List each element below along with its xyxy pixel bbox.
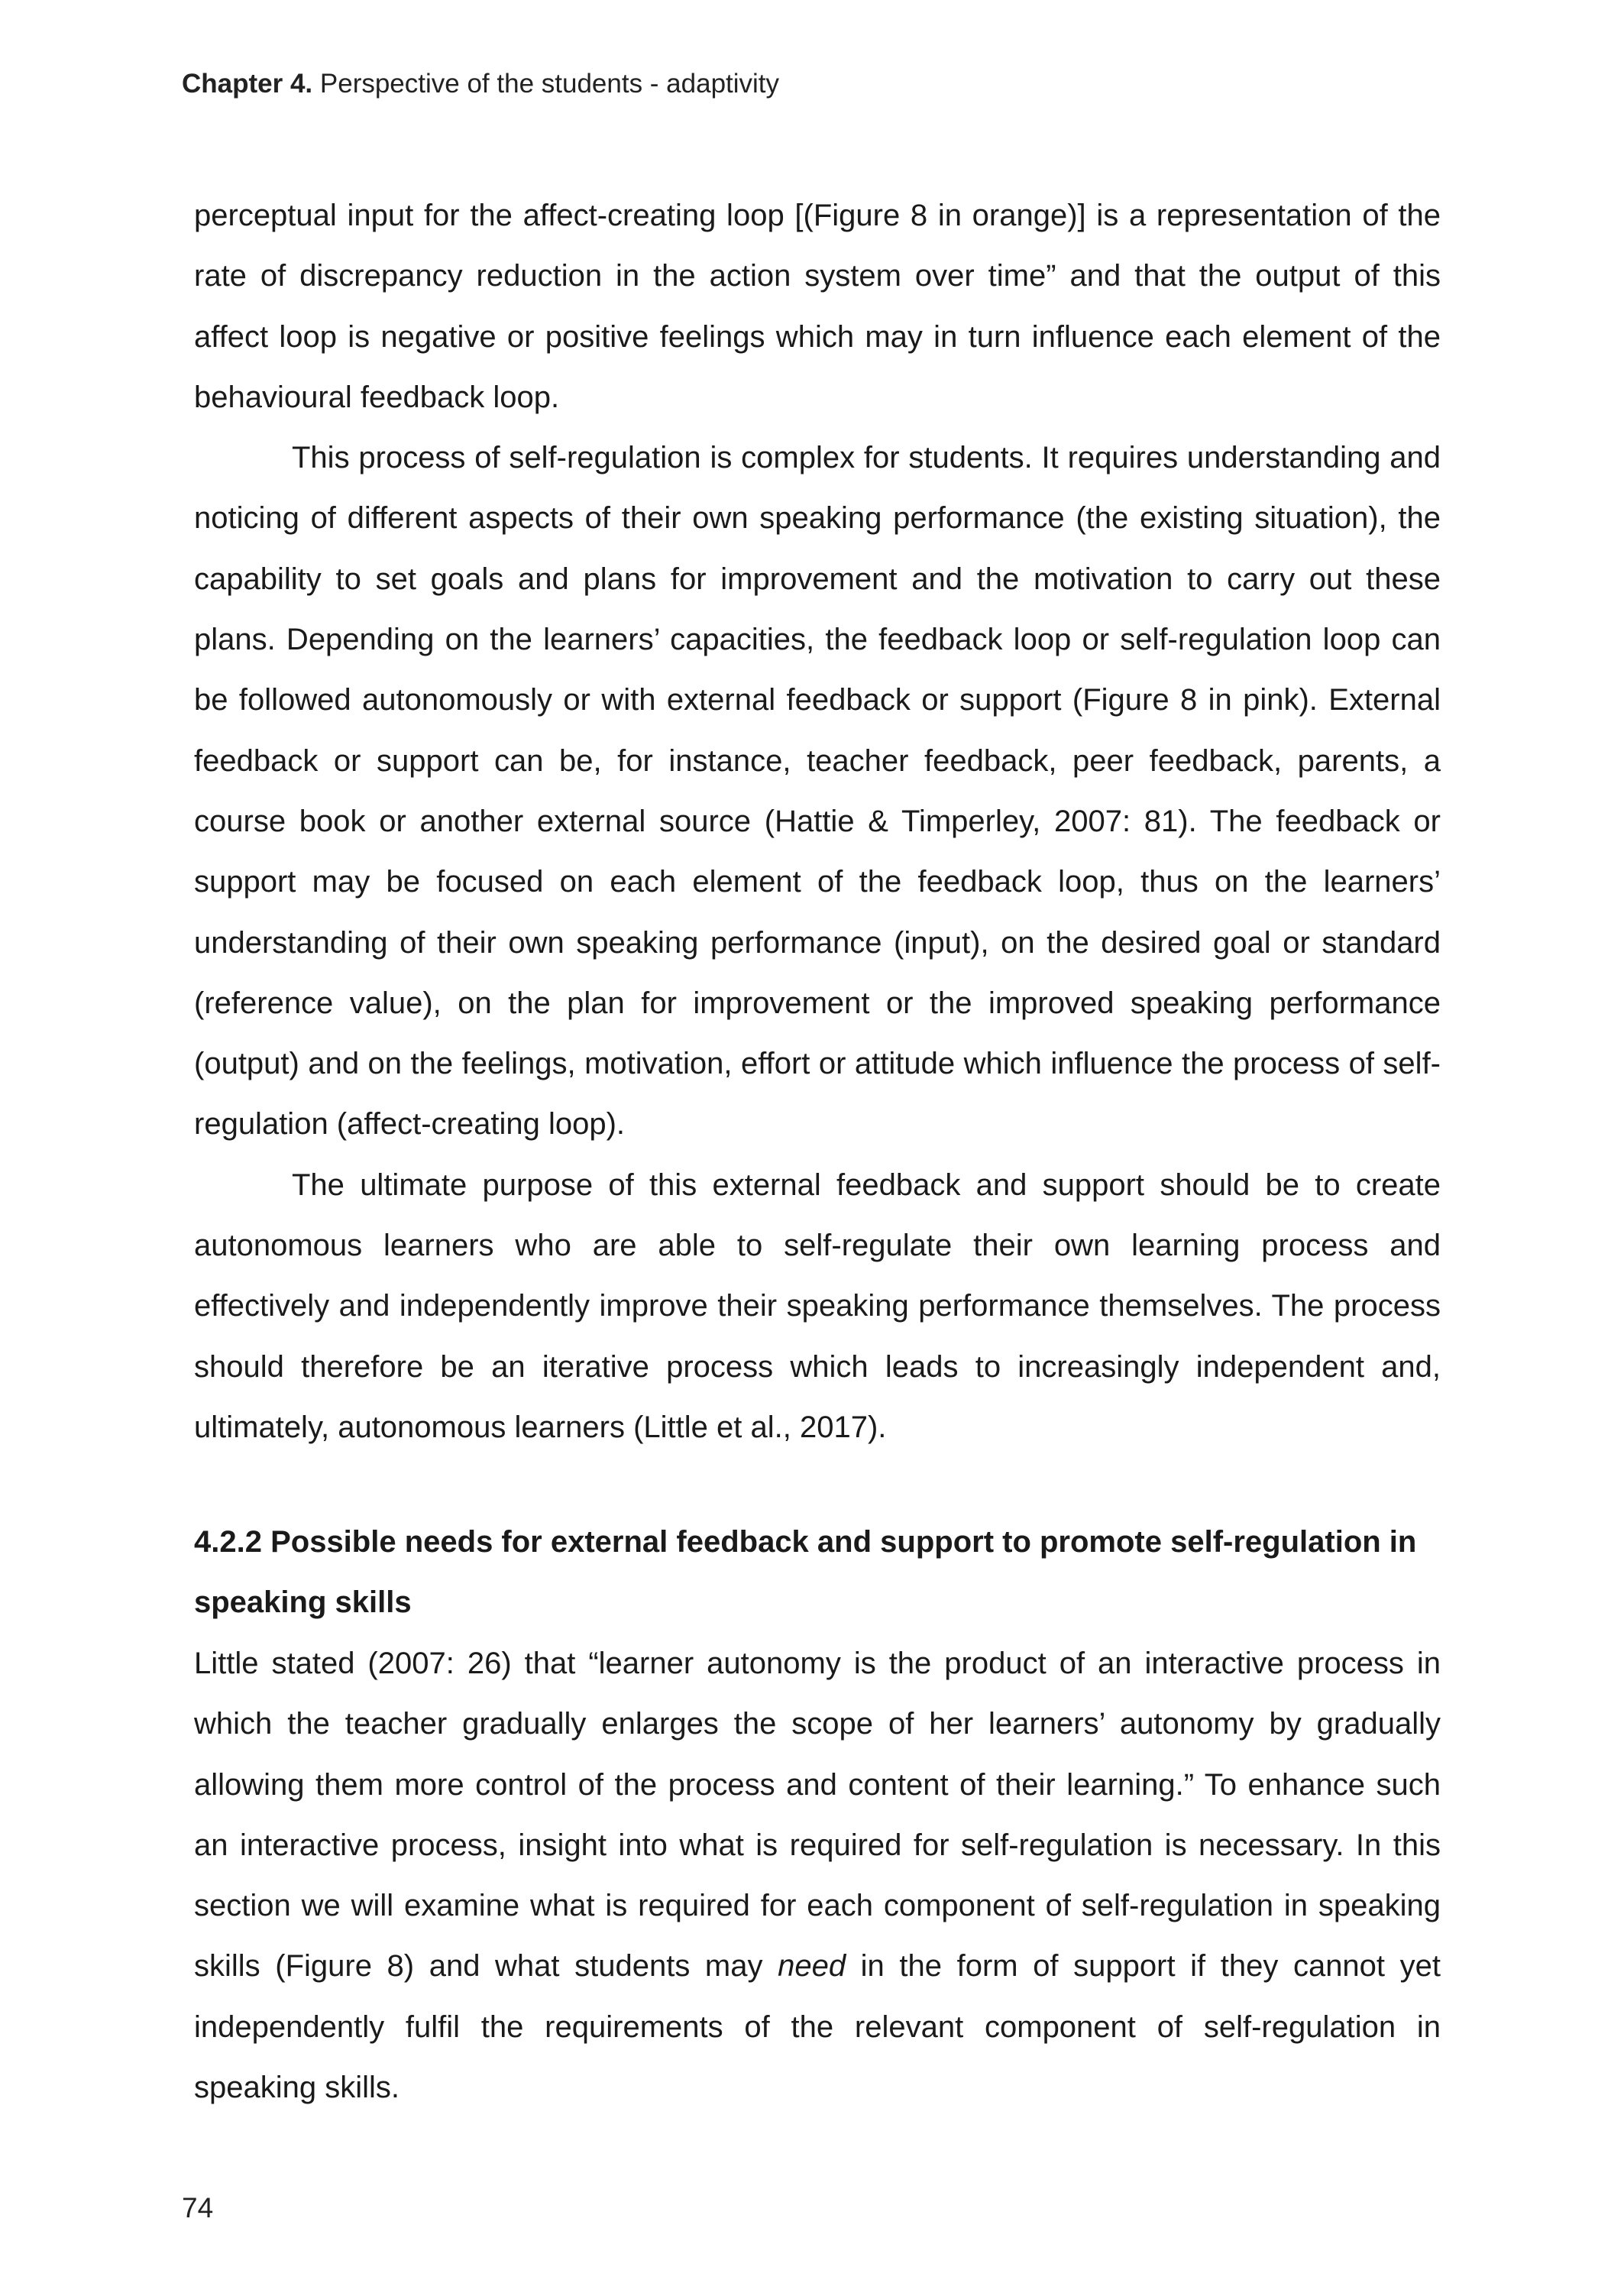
paragraph-little-stated bbox=[194, 1634, 1441, 2118]
paragraph-continued: perceptual input for the affect-creating loop [(Figure 8 in orange)] is a representation of the rate of discrepancy reduction in the action system over time” and that the output of this affect loop is negative or positive feelings which may in turn influence each element of the behavioural feedback loop. bbox=[194, 199, 1441, 414]
text-before-emphasis: Little stated (2007: 26) that “learner autonomy is the product of an interactive process in which the teacher gradually enlarges the scope of her learners’ autonomy by gradually allowing them more control of the process and content of their learning.” To enhance such an interactive process, insight into what is required for self-regulation is necessary. In this section we will examine what is required for each component of self-regulation in speaking skills (Figure 8) and what students may bbox=[194, 1647, 1441, 1984]
emphasis-need: need bbox=[778, 1949, 846, 1984]
page-number: 74 bbox=[182, 2192, 214, 2223]
paragraph-self-regulation: This process of self-regulation is complex for students. It requires understanding and noticing of different aspects of their own speaking performance (the existing situation), the capability to set goals and plans for improvement and the motivation to carry out these plans. Depending on the learners’ capacities, the feedback loop or self-regulation loop can be followed autonomously or with external feedback or support (Figure 8 in pink). External feedback or support can be, for instance, teacher feedback, peer feedback, parents, a course book or another external source (Hattie & Timperley, 2007: 81). The feedback or support may be focused on each element of the feedback loop, thus on the learners’ understanding of their own speaking performance (input), on the desired goal or standard (reference value), on the plan for improvement or the improved speaking performance (output) and on the feelings, motivation, effort or attitude which influence the process of self-regulation (affect-creating loop). bbox=[194, 441, 1441, 1142]
section-body bbox=[194, 1634, 1441, 2118]
text-after-emphasis: in the form of support if they cannot yet independently fulfil the requirements of the relevant component of self-regulation in speaking skills. bbox=[194, 1949, 1441, 2105]
paragraph-ultimate-purpose: The ultimate purpose of this external feedback and support should be to create autonomous learners who are able to self-regulate their own learning process and effectively and independently improve their speaking performance themselves. The process should therefore be an iterative process which leads to increasingly independent and, ultimately, autonomous learners (Little et al., 2017). bbox=[194, 1168, 1441, 1444]
body-text bbox=[194, 186, 1441, 1458]
chapter-title: Perspective of the students - adaptivity bbox=[312, 69, 780, 99]
chapter-label: Chapter 4. bbox=[182, 69, 313, 99]
running-header bbox=[182, 67, 779, 101]
section-heading: 4.2.2 Possible needs for external feedback and support to promote self-regulation in speaking skills bbox=[194, 1525, 1417, 1620]
